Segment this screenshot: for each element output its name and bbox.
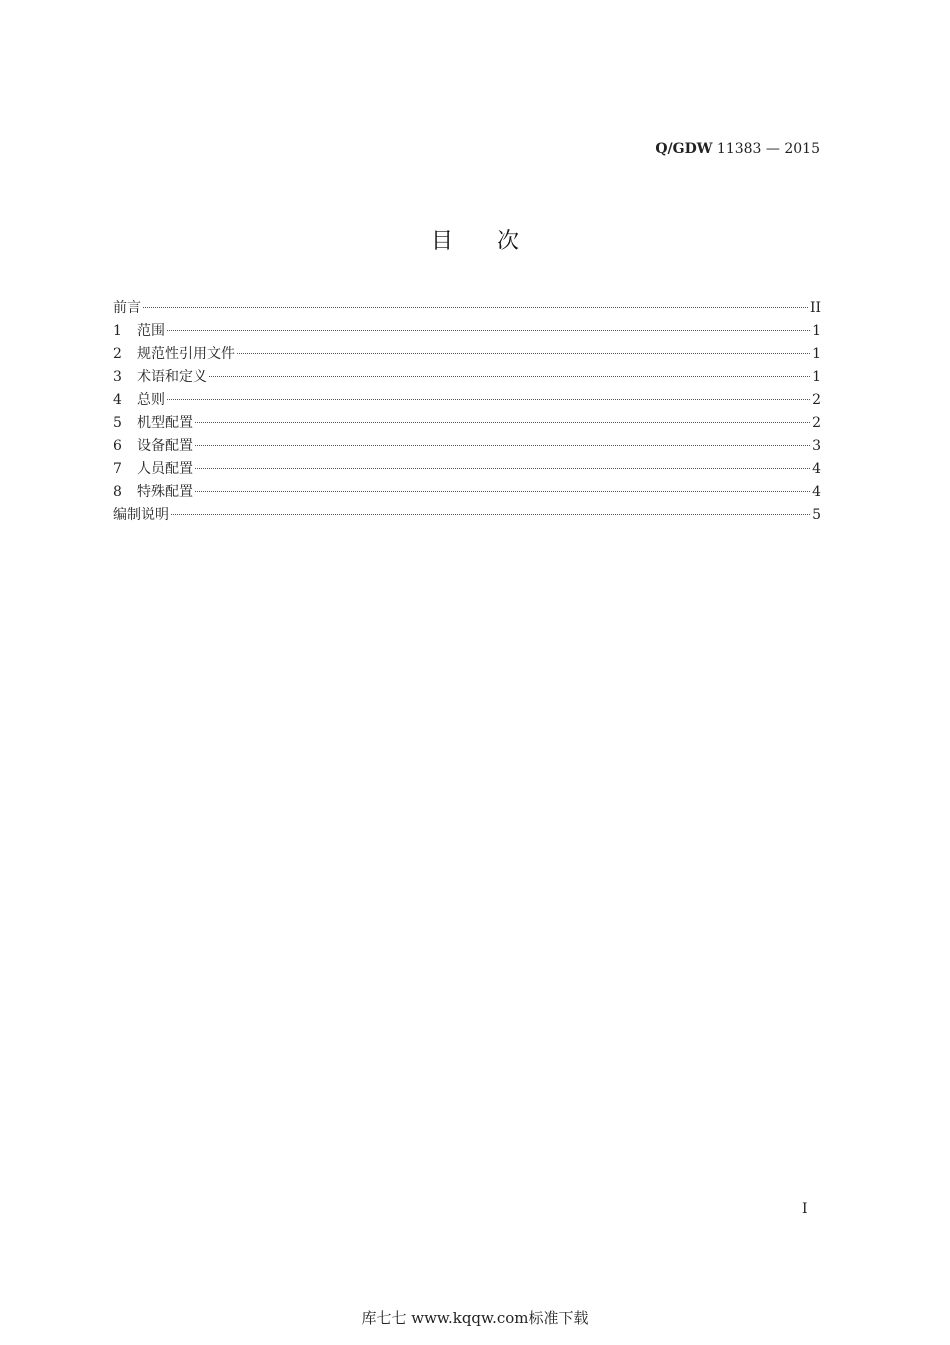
- toc-entry-page: 5: [812, 507, 821, 523]
- toc-entry-label: 特殊配置: [137, 484, 193, 500]
- toc-entry-page: 2: [812, 392, 821, 408]
- toc-entry-label: 术语和定义: [137, 369, 207, 385]
- toc-entry-2[interactable]: [113, 343, 821, 366]
- toc-entry-4[interactable]: [113, 389, 821, 412]
- table-of-contents: [113, 297, 821, 527]
- page-title-char-2: 次: [497, 229, 520, 254]
- toc-entry-number: 4: [113, 392, 122, 408]
- standard-code: [655, 141, 820, 157]
- toc-entry-label: 编制说明: [113, 507, 169, 523]
- toc-entry-label: 范围: [137, 323, 165, 339]
- standard-code-prefix: Q/GDW: [655, 141, 713, 157]
- toc-entry-label: 机型配置: [137, 415, 193, 431]
- toc-entry-page: 1: [812, 346, 821, 362]
- toc-entry-preface[interactable]: [113, 297, 821, 320]
- toc-entry-page: 4: [812, 461, 821, 477]
- toc-entry-number: 2: [113, 346, 122, 362]
- toc-entry-compilation-notes[interactable]: [113, 504, 821, 527]
- toc-entry-label: 规范性引用文件: [137, 346, 235, 362]
- toc-leader-dots: [167, 330, 810, 331]
- toc-entry-page: 3: [812, 438, 821, 454]
- toc-leader-dots: [143, 307, 808, 308]
- toc-entry-3[interactable]: [113, 366, 821, 389]
- toc-entry-page: 2: [812, 415, 821, 431]
- toc-leader-dots: [195, 422, 810, 423]
- toc-entry-1[interactable]: [113, 320, 821, 343]
- toc-entry-number: 6: [113, 438, 122, 454]
- toc-entry-page: 1: [812, 369, 821, 385]
- toc-leader-dots: [195, 445, 810, 446]
- toc-leader-dots: [195, 491, 810, 492]
- toc-entry-number: 3: [113, 369, 122, 385]
- toc-entry-label: 前言: [113, 300, 141, 316]
- toc-leader-dots: [171, 514, 810, 515]
- toc-entry-label: 人员配置: [137, 461, 193, 477]
- page-number: I: [802, 1201, 808, 1217]
- toc-entry-7[interactable]: [113, 458, 821, 481]
- footer-watermark: 库七七 www.kqqw.com标准下载: [361, 1309, 589, 1327]
- toc-entry-label: 总则: [137, 392, 165, 408]
- toc-entry-6[interactable]: [113, 435, 821, 458]
- toc-entry-number: 8: [113, 484, 122, 500]
- toc-entry-8[interactable]: [113, 481, 821, 504]
- toc-entry-number: 1: [113, 323, 122, 339]
- toc-entry-number: 5: [113, 415, 122, 431]
- toc-entry-number: 7: [113, 461, 122, 477]
- toc-entry-5[interactable]: [113, 412, 821, 435]
- standard-code-number: 11383 — 2015: [716, 141, 820, 157]
- toc-entry-page: 4: [812, 484, 821, 500]
- toc-entry-label: 设备配置: [137, 438, 193, 454]
- toc-entry-page: 1: [812, 323, 821, 339]
- toc-leader-dots: [195, 468, 810, 469]
- toc-leader-dots: [209, 376, 810, 377]
- toc-entry-page: II: [809, 300, 821, 316]
- toc-leader-dots: [237, 353, 810, 354]
- toc-leader-dots: [167, 399, 810, 400]
- page-title-char-1: 目: [430, 229, 453, 254]
- page-title: [0, 224, 950, 255]
